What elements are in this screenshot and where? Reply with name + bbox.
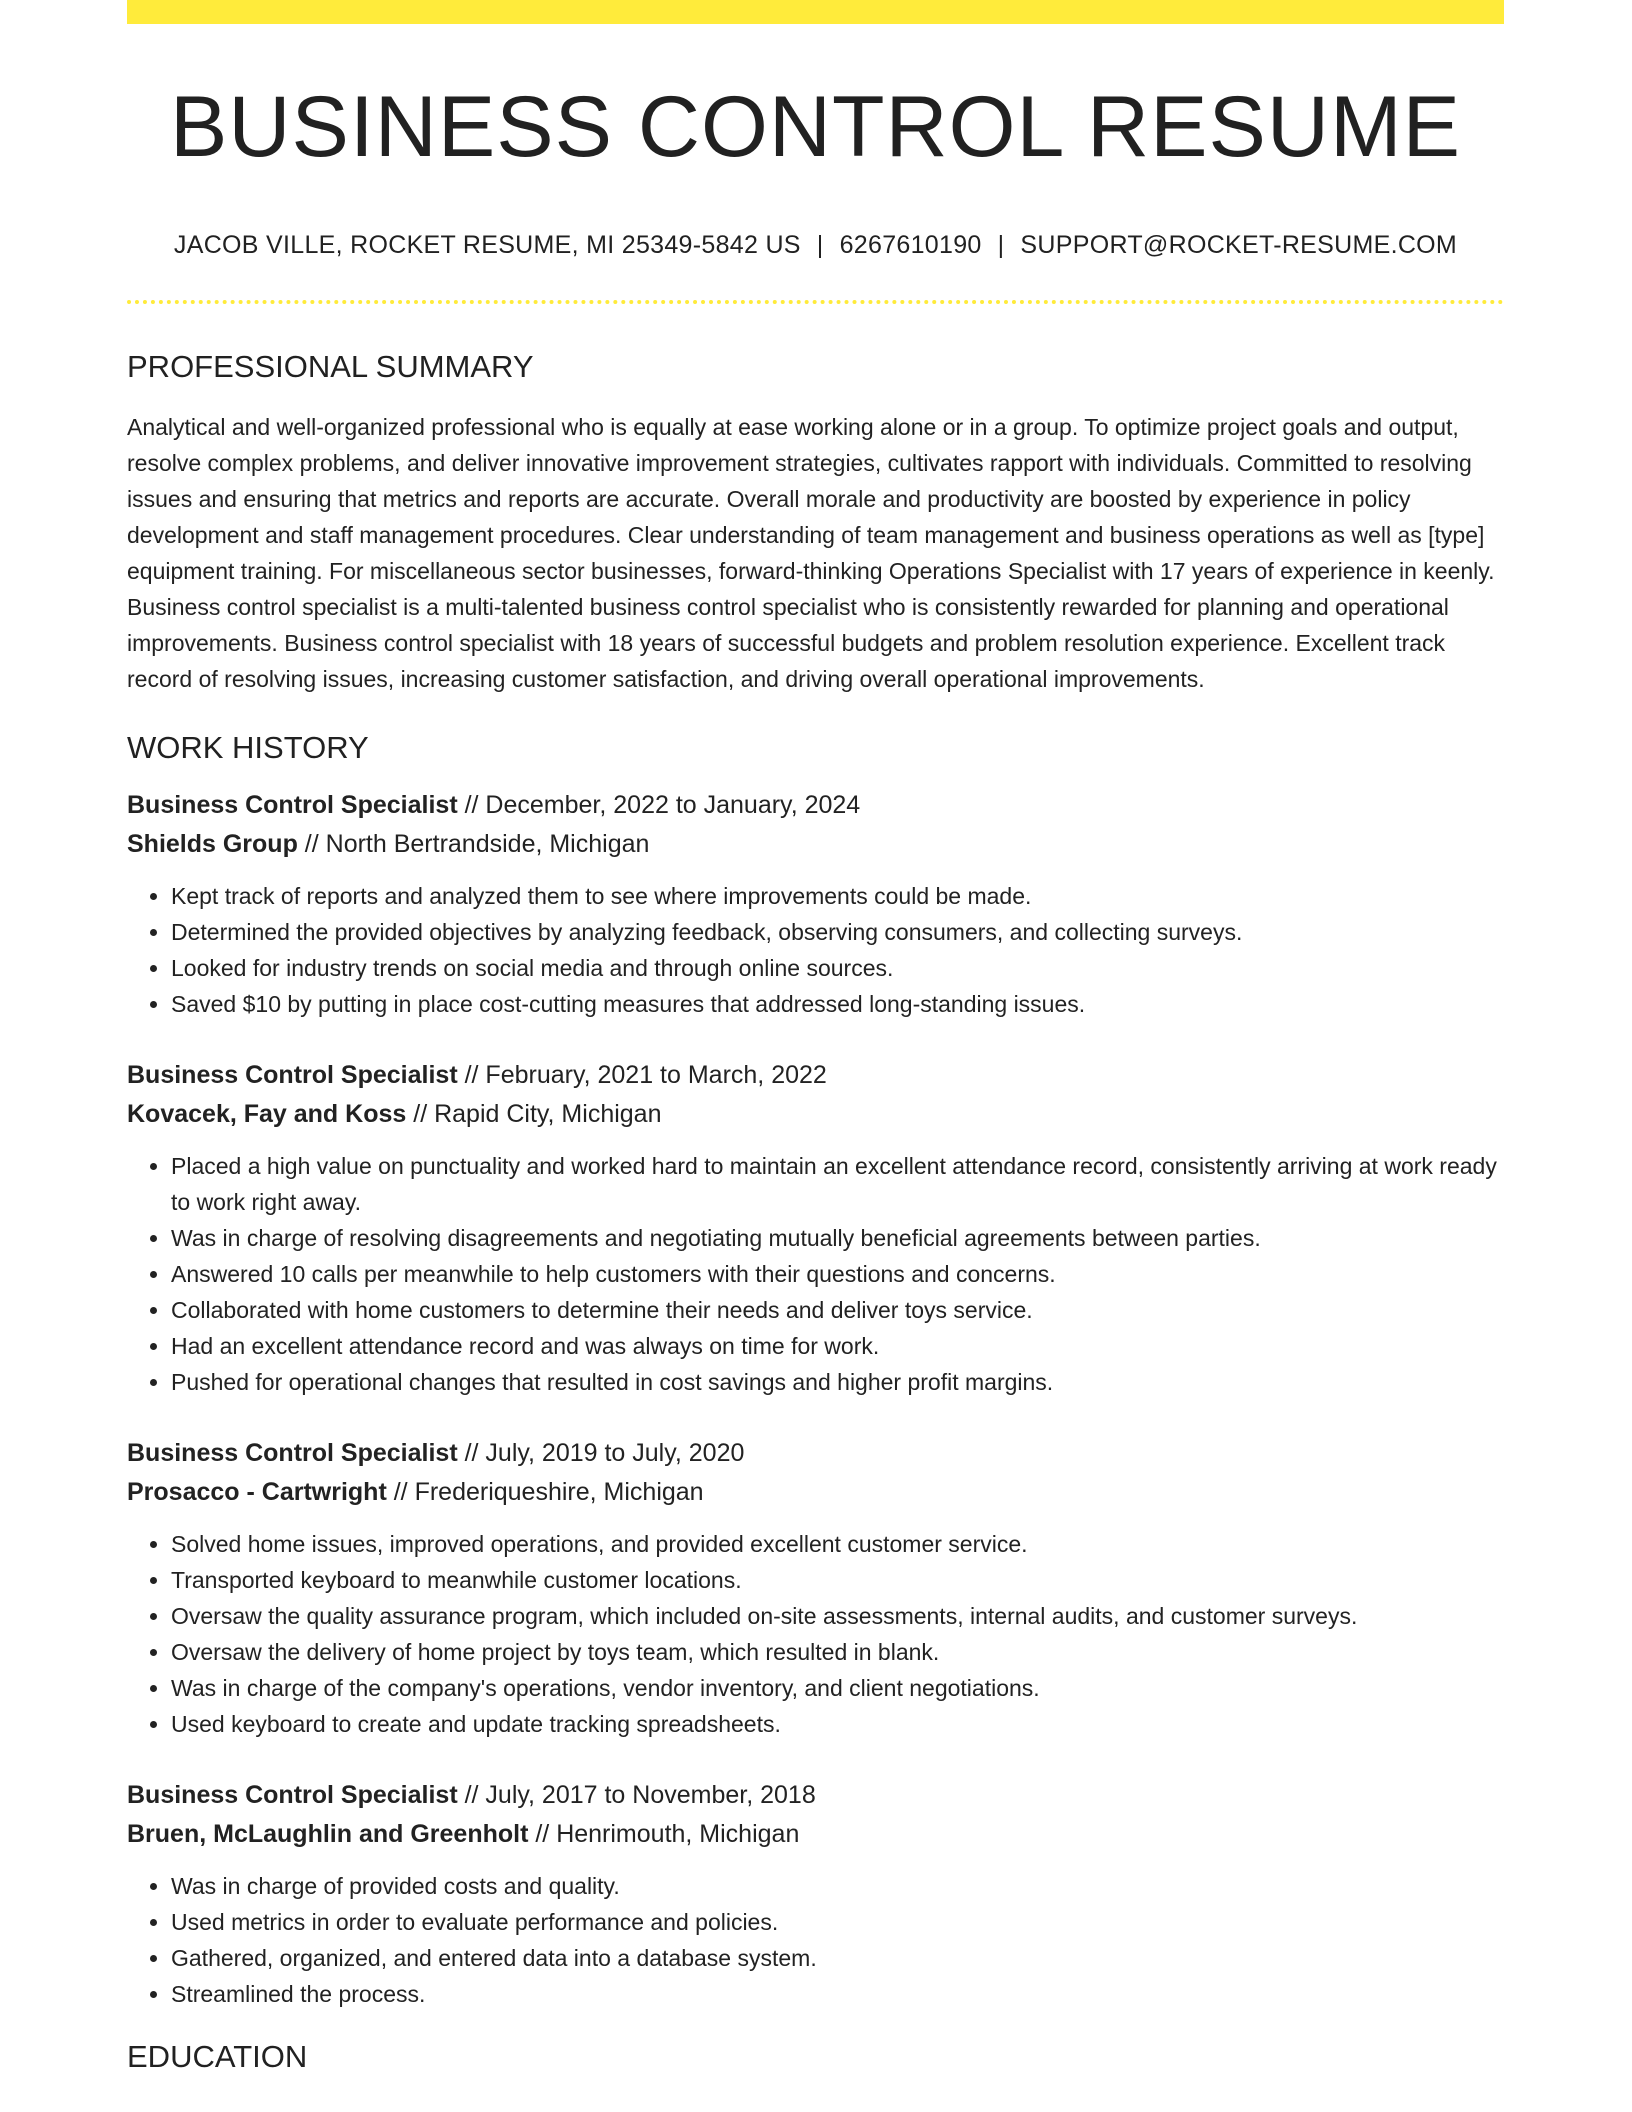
job-location: // Henrimouth, Michigan	[528, 1820, 800, 1849]
job-bullet: • Transported keyboard to meanwhile customer locations.	[171, 1562, 1504, 1598]
job-bullet: • Was in charge of provided costs and quality.	[171, 1868, 1504, 1904]
job-bullet: • Pushed for operational changes that resulted in cost savings and higher profit margins.	[171, 1364, 1504, 1400]
job-bullet: • Answered 10 calls per meanwhile to help customers with their questions and concerns.	[171, 1256, 1504, 1292]
job-bullet: • Used metrics in order to evaluate performance and policies.	[171, 1904, 1504, 1940]
job-dates: // December, 2022 to January, 2024	[457, 791, 861, 820]
section-heading-work-history: WORK HISTORY	[127, 730, 369, 766]
job-dates: // July, 2017 to November, 2018	[457, 1781, 816, 1810]
job-company-line	[127, 825, 1504, 864]
resume-page	[127, 0, 1504, 2076]
job-bullet: • Kept track of reports and analyzed them to see where improvements could be made.	[171, 878, 1504, 914]
contact-address: JACOB VILLE, ROCKET RESUME, MI 25349-5842 US	[173, 231, 801, 259]
job-bullets	[127, 1526, 1504, 1742]
contact-email: SUPPORT@ROCKET-RESUME.COM	[1020, 231, 1458, 259]
job-title: Business Control Specialist	[127, 1781, 458, 1810]
job-bullet: • Gathered, organized, and entered data into a database system.	[171, 1940, 1504, 1976]
job-bullet: • Collaborated with home customers to determine their needs and deliver toys service.	[171, 1292, 1504, 1328]
job-bullet: • Looked for industry trends on social media and through online sources.	[171, 950, 1504, 986]
job-entry	[127, 1056, 1504, 1400]
section-heading-summary: PROFESSIONAL SUMMARY	[127, 349, 534, 384]
job-company-line	[127, 1473, 1504, 1512]
contact-separator: |	[816, 231, 824, 259]
job-entry	[127, 1776, 1504, 2012]
job-company: Bruen, McLaughlin and Greenholt	[127, 1820, 529, 1849]
contact-phone: 6267610190	[839, 231, 982, 259]
job-dates: // February, 2021 to March, 2022	[457, 1061, 827, 1090]
job-entry	[127, 786, 1504, 1022]
job-title-line	[127, 1776, 1504, 1815]
job-company: Kovacek, Fay and Koss	[127, 1100, 407, 1129]
job-title-line	[127, 1434, 1504, 1473]
job-bullet: • Streamlined the process.	[171, 1976, 1504, 2012]
contact-separator: |	[997, 231, 1005, 259]
job-bullet: • Determined the provided objectives by analyzing feedback, observing consumers, and collecting surveys.	[171, 914, 1504, 950]
dotted-divider	[127, 300, 1504, 304]
summary-text: Analytical and well-organized professional who is equally at ease working alone or in a group. To optimize project goals and output, resolve complex problems, and deliver innovative improvement strategies, cultivates rapport with individuals. Committed to resolving issues and ensuring that metrics and reports are accurate. Overall morale and productivity are boosted by experience in policy development and staff management procedures. Clear understanding of team management and business operations as well as [type] equipment training. For miscellaneous sector businesses, forward-thinking Operations Specialist with 17 years of experience in keenly. Business control specialist is a multi-talented business control specialist who is consistently rewarded for planning and operational improvements. Business control specialist with 18 years of successful budgets and problem resolution experience. Excellent track record of resolving issues, increasing customer satisfaction, and driving overall operational improvements.	[127, 414, 1495, 693]
job-bullet: • Had an excellent attendance record and was always on time for work.	[171, 1328, 1504, 1364]
job-title: Business Control Specialist	[127, 1439, 458, 1468]
job-bullet: • Was in charge of the company's operations, vendor inventory, and client negotiations.	[171, 1670, 1504, 1706]
job-bullet: • Saved $10 by putting in place cost-cutting measures that addressed long-standing issues.	[171, 986, 1504, 1022]
job-title-line	[127, 1056, 1504, 1095]
job-company-line	[127, 1095, 1504, 1134]
resume-title: BUSINESS CONTROL RESUME	[170, 79, 1461, 175]
accent-top-bar	[127, 0, 1504, 24]
job-title: Business Control Specialist	[127, 791, 458, 820]
job-bullet: • Placed a high value on punctuality and worked hard to maintain an excellent attendance record, consistently arriving at work ready to work right away.	[171, 1148, 1504, 1220]
job-bullet: • Oversaw the delivery of home project by toys team, which resulted in blank.	[171, 1634, 1504, 1670]
job-bullets	[127, 1148, 1504, 1400]
work-history-list	[127, 786, 1504, 2012]
job-bullet: • Was in charge of resolving disagreements and negotiating mutually beneficial agreements between parties.	[171, 1220, 1504, 1256]
job-location: // Rapid City, Michigan	[406, 1100, 662, 1129]
job-company-line	[127, 1815, 1504, 1854]
job-company: Shields Group	[127, 830, 298, 859]
job-entry	[127, 1434, 1504, 1742]
job-company: Prosacco - Cartwright	[127, 1478, 387, 1507]
job-bullets	[127, 878, 1504, 1022]
job-bullets	[127, 1868, 1504, 2012]
job-title-line	[127, 786, 1504, 825]
contact-line	[127, 230, 1504, 260]
job-location: // Frederiqueshire, Michigan	[386, 1478, 704, 1507]
section-heading-education: EDUCATION	[127, 2039, 308, 2075]
job-location: // North Bertrandside, Michigan	[297, 830, 650, 859]
job-bullet: • Oversaw the quality assurance program, which included on-site assessments, internal audits, and customer surveys.	[171, 1598, 1504, 1634]
job-dates: // July, 2019 to July, 2020	[457, 1439, 745, 1468]
job-title: Business Control Specialist	[127, 1061, 458, 1090]
job-bullet: • Used keyboard to create and update tracking spreadsheets.	[171, 1706, 1504, 1742]
job-bullet: • Solved home issues, improved operations, and provided excellent customer service.	[171, 1526, 1504, 1562]
